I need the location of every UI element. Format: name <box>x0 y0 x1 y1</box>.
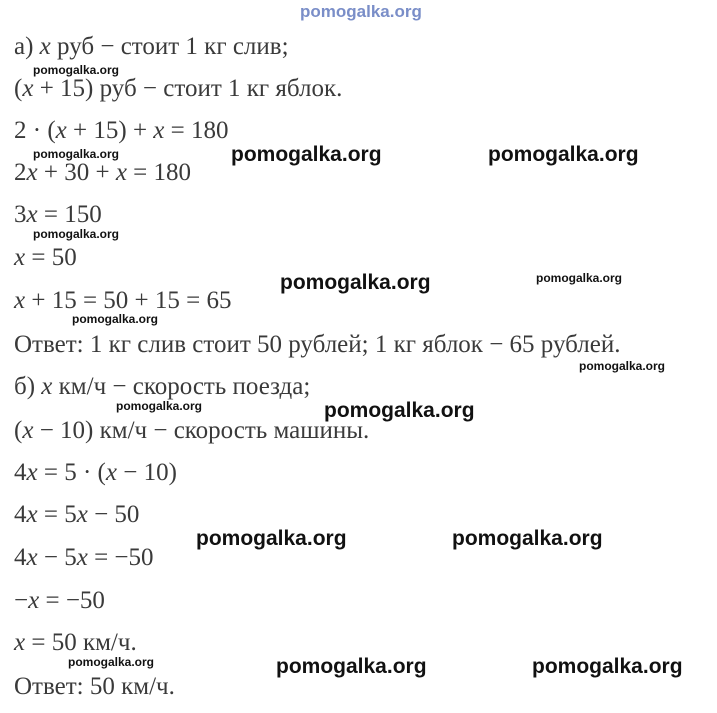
watermark: pomogalka.org <box>579 359 666 373</box>
text-line: −x = −50 <box>14 587 105 614</box>
text-line: 2x + 30 + x = 180 <box>14 159 192 186</box>
watermark: pomogalka.org <box>33 147 120 161</box>
watermark: pomogalka.org <box>276 655 427 678</box>
text-line: б) x км/ч − скорость поезда; <box>14 373 311 400</box>
text-line: 4x = 5x − 50 <box>14 501 140 528</box>
text-line: x = 50 км/ч. <box>14 629 137 656</box>
watermark: pomogalka.org <box>33 227 120 241</box>
text-line: Ответ: 50 км/ч. <box>14 673 175 700</box>
watermark: pomogalka.org <box>116 399 203 413</box>
watermark: pomogalka.org <box>280 271 431 294</box>
watermark: pomogalka.org <box>68 655 155 669</box>
text-line: а) x руб − стоит 1 кг слив; <box>14 33 289 60</box>
text-line: 2 · (x + 15) + x = 180 <box>14 117 229 144</box>
watermark: pomogalka.org <box>532 655 683 678</box>
header-watermark: pomogalka.org <box>300 2 422 21</box>
text-line: 4x − 5x = −50 <box>14 544 154 571</box>
watermark: pomogalka.org <box>452 527 603 550</box>
text-line: x = 50 <box>14 244 77 271</box>
text-line: (x − 10) км/ч − скорость машины. <box>14 417 370 444</box>
text-line: x + 15 = 50 + 15 = 65 <box>14 287 232 314</box>
text-line: (x + 15) руб − стоит 1 кг яблок. <box>14 75 343 102</box>
text-line: Ответ: 1 кг слив стоит 50 рублей; 1 кг яблок − 65 рублей. <box>14 331 621 358</box>
text-line: 4x = 5 · (x − 10) <box>14 459 177 486</box>
watermark: pomogalka.org <box>536 271 623 285</box>
watermark: pomogalka.org <box>231 143 382 166</box>
watermark: pomogalka.org <box>324 399 475 422</box>
watermark: pomogalka.org <box>488 143 639 166</box>
watermark: pomogalka.org <box>72 312 159 326</box>
watermark: pomogalka.org <box>33 63 120 77</box>
text-line: 3x = 150 <box>14 201 102 228</box>
watermark: pomogalka.org <box>196 527 347 550</box>
